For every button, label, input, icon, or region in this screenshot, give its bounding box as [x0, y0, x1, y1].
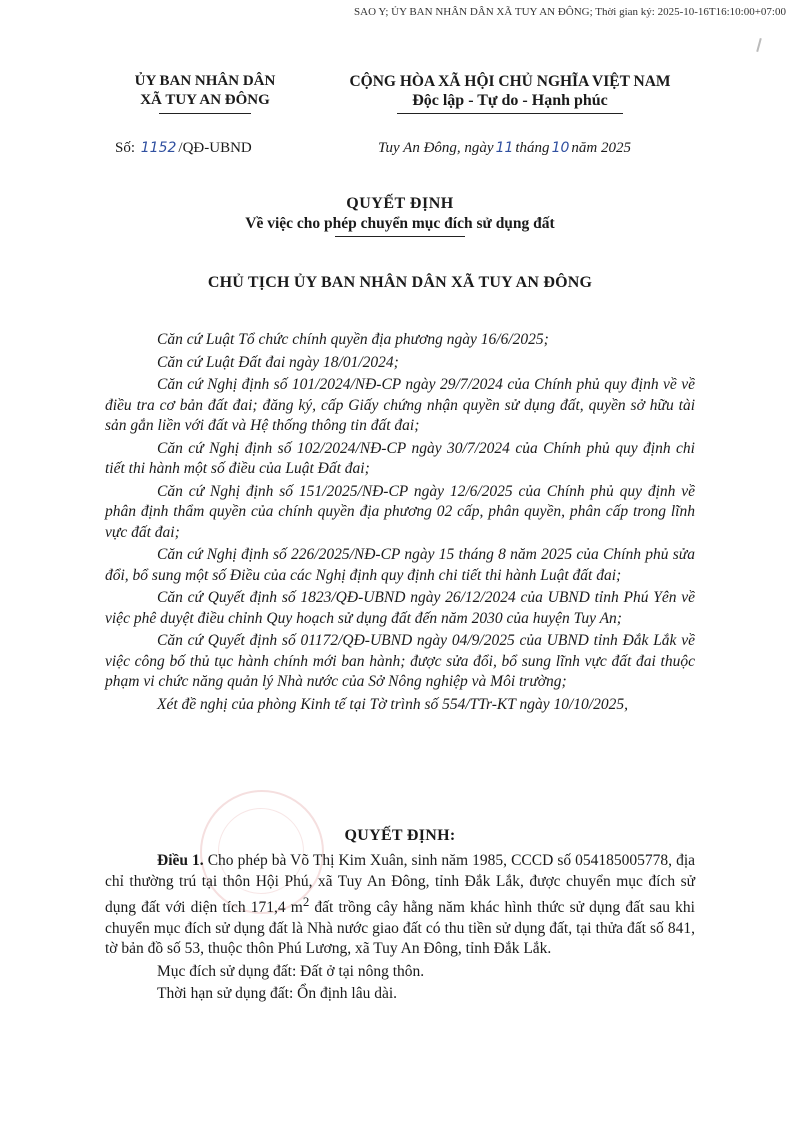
digital-copy-stamp: SAO Y; ỦY BAN NHÂN DÂN XÃ TUY AN ĐÔNG; Thời gian ký: 2025-10-16T16:10:00+07:00: [354, 6, 786, 18]
motto-underline: [397, 113, 623, 114]
date-place: Tuy An Đông, ngày: [378, 140, 494, 156]
land-use-purpose: Mục đích sử dụng đất: Đất ở tại nông thôn.: [157, 962, 425, 980]
date-day-handwritten: 11: [495, 140, 514, 156]
doc-number-handwritten: 1152: [140, 140, 177, 156]
doc-number-suffix: /QĐ-UBND: [178, 140, 252, 156]
article-1-label: Điều 1.: [157, 852, 204, 869]
national-motto: Độc lập - Tự do - Hạnh phúc: [412, 92, 608, 109]
legal-basis-item: Căn cứ Quyết định số 01172/QĐ-UBND ngày 04/9/2025 của UBND tỉnh Đắk Lắk về việc công bố thủ tục hành chính mới ban hành; được sửa đổi, bổ sung lĩnh vực đất đai thuộc phạm vi chức năng quản lý Nhà nước của Sở Nông nghiệp và Môi trường;: [105, 632, 695, 690]
legal-basis-item: Căn cứ Nghị định số 102/2024/NĐ-CP ngày 30/7/2024 của Chính phủ quy định chi tiết thi hành một số điều của Luật Đất đai;: [105, 439, 695, 477]
issuer-line1: ỦY BAN NHÂN DÂN: [134, 73, 276, 89]
legal-basis-item: Căn cứ Nghị định số 101/2024/NĐ-CP ngày 29/7/2024 của Chính phủ quy định về về điều tra cơ bản đất đai; đăng ký, cấp Giấy chứng nhận quyền sử dụng đất, quyền sở hữu tài sản gắn liền với đất và Hệ thống thông tin đất đai;: [105, 376, 695, 434]
legal-basis-item: Căn cứ Luật Đất đai ngày 18/01/2024;: [157, 353, 399, 371]
issuer-line2: XÃ TUY AN ĐÔNG: [140, 92, 270, 108]
document-subject: Về việc cho phép chuyển mục đích sử dụng đất: [245, 215, 555, 232]
issuer-underline: [159, 113, 251, 114]
doc-number-prefix: Số:: [115, 140, 136, 156]
area-unit-superscript: 2: [302, 894, 310, 909]
decision-heading: QUYẾT ĐỊNH:: [344, 827, 456, 844]
date-month-label: tháng: [515, 140, 550, 156]
legal-basis-item: Căn cứ Nghị định số 226/2025/NĐ-CP ngày 15 tháng 8 năm 2025 của Chính phủ sửa đổi, bổ sung một số Điều của các Nghị định quy định chi tiết thi hành Luật đất đai;: [105, 546, 695, 584]
proposal-reference: Xét đề nghị của phòng Kinh tế tại Tờ trình số 554/TTr-KT ngày 10/10/2025,: [157, 695, 628, 713]
legal-basis-list: [105, 330, 695, 717]
article-1-body-b: đất trồng cây hằng năm khác hình thức sử dụng đất sau khi chuyển mục đích sử dụng đất là Nhà nước giao đất có thu tiền sử dụng đất, tại thửa đất số 841, tờ bản đồ số 53, thuộc thôn Phú Lương, xã Tuy An Đông, tỉnh Đắk Lắk.: [105, 899, 695, 958]
subject-underline: [335, 236, 465, 237]
document-number: [115, 140, 252, 157]
scan-mark: [756, 38, 762, 52]
land-use-term: Thời hạn sử dụng đất: Ổn định lâu dài.: [157, 985, 398, 1003]
date-line: [378, 140, 631, 157]
date-month-handwritten: 10: [551, 140, 570, 156]
legal-basis-item: Căn cứ Nghị định số 151/2025/NĐ-CP ngày 12/6/2025 của Chính phủ quy định về phân định thẩm quyền của chính quyền địa phương 02 cấp, phân quyền, phân cấp trong lĩnh vực đất đai;: [105, 482, 695, 541]
title-block: [0, 195, 800, 237]
articles-section: [105, 851, 695, 1007]
issuer-block: [110, 72, 300, 114]
article-1: [105, 851, 695, 960]
issuing-authority: CHỦ TỊCH ỦY BAN NHÂN DÂN XÃ TUY AN ĐÔNG: [207, 274, 593, 291]
article-1-body-a: Cho phép bà Võ Thị Kim Xuân, sinh năm 1985, CCCD số 054185005778, địa chỉ thường trú tại thôn Hội Phú, xã Tuy An Đông, tỉnh Đắk Lắk, được chuyển mục đích sử dụng đất với diện tích 171,4 m: [105, 852, 695, 917]
date-year: năm 2025: [571, 140, 631, 156]
legal-basis-item: Căn cứ Quyết định số 1823/QĐ-UBND ngày 26/12/2024 của UBND tỉnh Phú Yên về việc phê duyệt điều chỉnh Quy hoạch sử dụng đất đến năm 2030 của huyện Tuy An;: [105, 589, 695, 627]
nation-name: CỘNG HÒA XÃ HỘI CHỦ NGHĨA VIỆT NAM: [349, 73, 671, 90]
legal-basis-item: Căn cứ Luật Tổ chức chính quyền địa phương ngày 16/6/2025;: [157, 331, 549, 348]
document-type: QUYẾT ĐỊNH: [346, 195, 454, 212]
national-title-block: [330, 72, 690, 114]
